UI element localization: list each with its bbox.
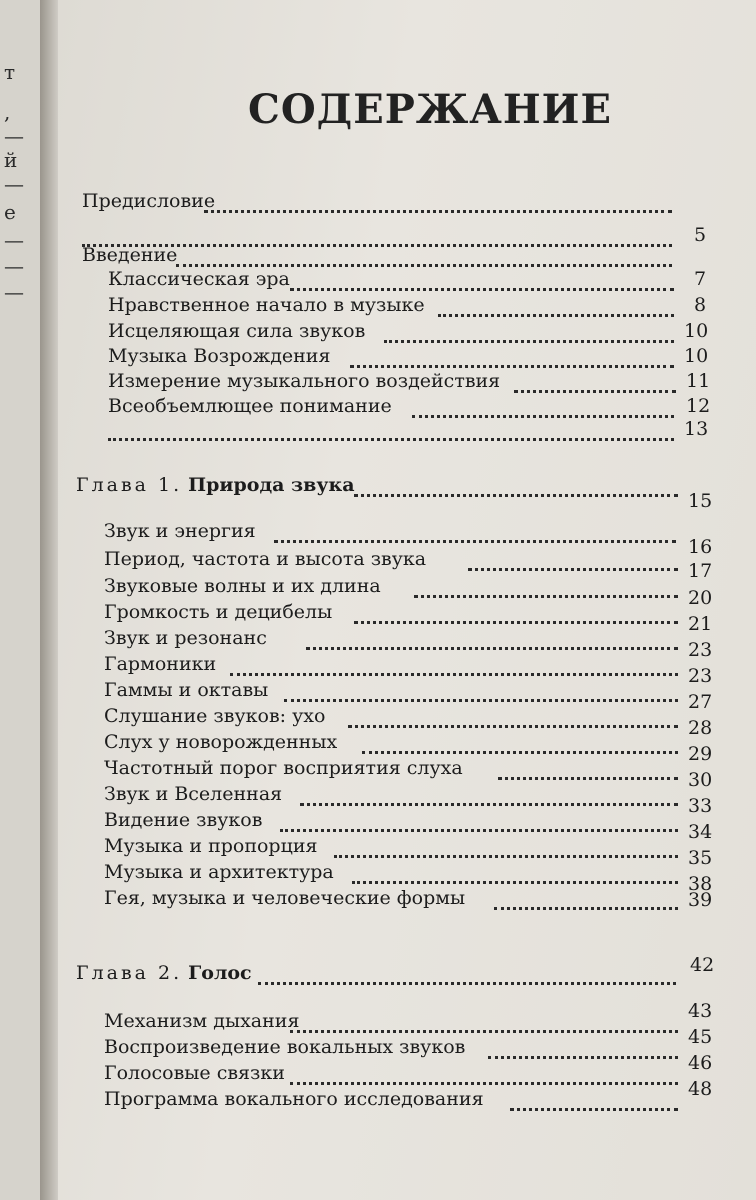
toc-entry-title: Исцеляющая сила звуков [108,320,366,342]
left-page-edge [0,0,40,1200]
toc-page-number: 28 [688,717,713,739]
book-gutter [40,0,58,1200]
toc-entry [58,294,756,322]
toc-page-number: 20 [688,587,713,609]
toc-page-number: 29 [688,743,713,765]
left-page-fragment: — [4,254,24,278]
left-page-fragment: е [4,200,16,224]
leader-dots [352,869,678,884]
toc-entry-title: Звуковые волны и их длина [104,575,381,597]
leader-dots [204,198,672,213]
toc-entry-title: Звук и резонанс [104,627,267,649]
left-page-fragment: — [4,124,24,148]
toc-page-number: 5 [694,224,707,246]
toc-entry-title: Слушание звуков: ухо [104,705,326,727]
toc-entry-title: Музыка и архитектура [104,861,334,883]
toc-entry-title: Голосовые связки [104,1062,285,1084]
toc-chapter-entry [58,474,756,512]
leader-dots [468,556,678,571]
toc-page-number: 8 [694,294,707,316]
toc-page-number: 16 [688,536,713,558]
leader-dots [362,739,678,754]
leader-dots [290,1070,678,1085]
leader-dots [334,843,678,858]
toc-entry [58,731,756,765]
toc-entry-title: Частотный порог восприятия слуха [104,757,463,779]
leader-dots [230,661,678,676]
toc-chapter-heading [76,962,252,984]
toc-entry [58,809,756,843]
leader-dots [514,378,676,393]
leader-dots [258,970,676,985]
toc-entry [58,861,756,895]
toc-page-number: 10 [684,345,709,367]
page-title: СОДЕРЖАНИЕ [248,86,612,133]
toc-page-number: 17 [688,560,713,582]
toc-entry-title: Нравственное начало в музыке [108,294,425,316]
left-page-fragment: — [4,228,24,252]
toc-entry [58,575,756,609]
leader-dots [280,817,678,832]
toc-entry [58,268,756,296]
chapter-number: Глава 1. [76,474,183,496]
toc-entry [58,757,756,791]
left-page-fragment: , [4,100,11,124]
leader-dots [412,403,674,418]
leader-dots [488,1044,678,1059]
toc-entry-title: Гармоники [104,653,217,675]
toc-page-number: 23 [688,665,713,687]
toc-page-number: 38 [688,873,713,895]
toc-entry-title: Музыка Возрождения [108,345,331,367]
toc-entry [58,679,756,713]
leader-dots [384,328,674,343]
toc-entry [58,548,756,582]
toc-entry [58,835,756,869]
left-page-fragment: т [4,60,16,84]
toc-page-number: 27 [688,691,713,713]
toc-page-number: 7 [694,268,707,290]
toc-page-number: 15 [688,490,713,512]
toc-entry-title: Механизм дыхания [104,1010,300,1032]
leader-dots [354,609,678,624]
toc-entry [58,370,756,398]
toc-entry [58,1026,756,1064]
toc-page-number: 46 [688,1052,713,1074]
toc-page-number: 39 [688,889,713,911]
leader-dots [300,791,678,806]
leader-dots [414,583,678,598]
toc-entry-line [58,418,756,446]
toc-entry [58,320,756,348]
toc-entry [58,1078,756,1116]
toc-entry [58,627,756,661]
toc-page-number: 30 [688,769,713,791]
toc-entry-title: Громкость и децибелы [104,601,333,623]
toc-entry [58,783,756,817]
left-page-fragment: — [4,172,24,196]
toc-entry-title: Программа вокального исследования [104,1088,484,1110]
toc-entry-title: Звук и Вселенная [104,783,283,805]
toc-entry-title: Всеобъемлющее понимание [108,395,392,417]
toc-chapter-entry [58,954,756,990]
toc-page-number: 42 [690,954,715,976]
leader-dots [348,713,678,728]
contents-page [58,0,756,1200]
toc-entry-title: Воспроизведение вокальных звуков [104,1036,466,1058]
leader-dots [284,687,678,702]
toc-entry-title: Введение [82,244,178,266]
leader-dots [498,765,678,780]
toc-page-number: 12 [686,395,711,417]
toc-entry-title: Гея, музыка и человеческие формы [104,887,466,909]
toc-chapter-heading [76,474,355,496]
toc-page-number: 33 [688,795,713,817]
leader-dots [510,1096,678,1111]
toc-entry [58,601,756,635]
toc-entry [58,653,756,687]
chapter-title: Голос [188,962,252,984]
toc-entry-title: Видение звуков [104,809,263,831]
toc-page-number: 45 [688,1026,713,1048]
chapter-number: Глава 2. [76,962,183,984]
toc-entry-title: Предисловие [82,190,216,212]
leader-dots [354,482,678,497]
toc-page-number: 48 [688,1078,713,1100]
toc-page-number: 34 [688,821,713,843]
toc-entry [58,345,756,373]
toc-page-number: 43 [688,1000,713,1022]
leader-dots [290,276,674,291]
toc-entry-title: Классическая эра [108,268,290,290]
left-page-fragment: — [4,280,24,304]
toc-entry-title: Музыка и пропорция [104,835,318,857]
leader-dots [306,635,678,650]
chapter-title: Природа звука [188,474,355,496]
toc-entry-title: Период, частота и высота звука [104,548,427,570]
toc-entry-title: Звук и энергия [104,520,256,542]
leader-dots [438,302,674,317]
toc-entry [58,705,756,739]
leader-dots [108,426,674,441]
toc-entry [58,190,756,218]
toc-entry [58,1000,756,1038]
left-page-fragment: й [4,148,18,172]
toc-entry-title: Измерение музыкального воздействия [108,370,501,392]
toc-page-number: 23 [688,639,713,661]
leader-dots [176,252,672,267]
toc-page-number: 35 [688,847,713,869]
toc-entry [58,1052,756,1090]
leader-dots [290,1018,678,1033]
toc-entry-title: Гаммы и октавы [104,679,269,701]
toc-page-number: 10 [684,320,709,342]
toc-entry [58,887,756,915]
leader-dots [350,353,674,368]
toc-page-number: 21 [688,613,713,635]
toc-page-number: 11 [686,370,711,392]
toc-page-number: 13 [684,418,709,440]
leader-dots [494,895,678,910]
toc-entry-title: Слух у новорожденных [104,731,338,753]
